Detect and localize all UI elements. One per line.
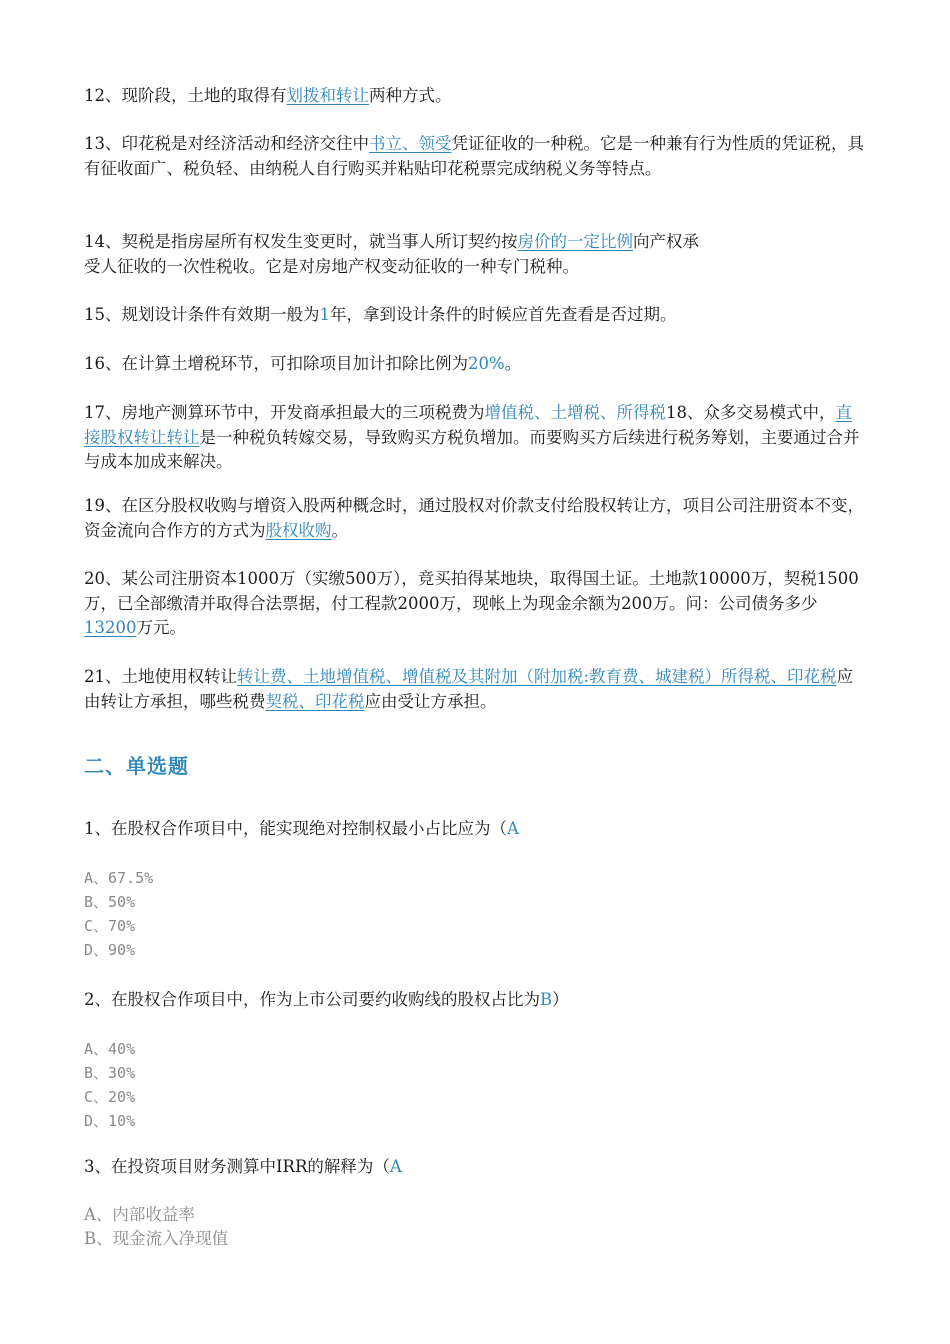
item-text: 15、规划设计条件有效期一般为 bbox=[84, 305, 320, 324]
mc-question-3 bbox=[84, 1155, 866, 1180]
item-text: 应由受让方承担。 bbox=[364, 691, 497, 711]
answer-text: 转让费、土地增值税、增值税及其附加（附加税:教育费、城建税）所得税、印花税 bbox=[237, 667, 837, 686]
answer-text: A bbox=[507, 819, 519, 838]
fill-blank-item-21 bbox=[84, 665, 866, 714]
answer-text: 直接股权转让转让 bbox=[84, 403, 852, 447]
mc-option: B、50% bbox=[84, 893, 136, 911]
question-text: ） bbox=[552, 990, 569, 1009]
mc-question-2 bbox=[84, 988, 866, 1013]
answer-text: 划拨和转让 bbox=[286, 86, 369, 105]
item-text: 14、契税是指房屋所有权发生变更时，就当事人所订契约按 bbox=[84, 232, 518, 251]
mc-option: A、67.5% bbox=[84, 869, 154, 887]
mc-question-1 bbox=[84, 817, 866, 842]
section-heading: 二、单选题 bbox=[84, 754, 189, 778]
mc-option: D、90% bbox=[84, 941, 136, 959]
mc-option: C、20% bbox=[84, 1088, 136, 1106]
answer-text: A bbox=[389, 1157, 402, 1176]
item-text: 13、印花税是对经济活动和经济交往中 bbox=[84, 134, 369, 153]
fill-blank-item-19 bbox=[84, 494, 866, 543]
question-text: 3、在投资项目财务测算中IRR的解释为（ bbox=[84, 1157, 390, 1176]
fill-blank-item-16 bbox=[84, 352, 866, 377]
mc-option: C、70% bbox=[84, 917, 136, 935]
item-text: 万元。 bbox=[136, 618, 186, 637]
answer-text: 增值税、土增税、所得税 bbox=[484, 403, 666, 422]
fill-blank-item-14 bbox=[84, 230, 866, 279]
mc-option: D、10% bbox=[84, 1112, 136, 1130]
item-text: 是一种税负转嫁交易，导致购买方税负增加。而要购买方后续进行税务筹划，主要通过合并与成本加成来解决。 bbox=[84, 427, 860, 471]
fill-blank-item-17 bbox=[84, 401, 866, 475]
item-text: 应由转让方承担，哪些税费 bbox=[84, 667, 854, 711]
fill-blank-item-15 bbox=[84, 303, 866, 328]
mc-option: A、40% bbox=[84, 1040, 136, 1058]
item-text: 19、在区分股权收购与增资入股两种概念时，通过股权对价款支付给股权转让方，项目公司注册资本不变，资金流向合作方的方式为 bbox=[84, 496, 864, 540]
mc-option: B、30% bbox=[84, 1064, 136, 1082]
item-text: 18、众多交易模式中， bbox=[666, 403, 836, 422]
item-text: 。 bbox=[331, 520, 348, 540]
question-text: 2、在股权合作项目中，作为上市公司要约收购线的股权占比为 bbox=[84, 990, 540, 1009]
answer-text: 书立、领受 bbox=[369, 134, 452, 153]
item-text: 年，拿到设计条件的时候应首先查看是否过期。 bbox=[330, 305, 677, 324]
item-text: 16、在计算土增税环节，可扣除项目加计扣除比例为 bbox=[84, 354, 468, 373]
item-text: 21、土地使用权转让 bbox=[84, 667, 237, 686]
item-text: 凭证征收的一种税。它是一种兼有行为性质的凭证税，具有征收面广、税负轻、由纳税人自行购买并粘贴印花税票完成纳税义务等特点。 bbox=[84, 134, 864, 178]
item-text: 向产权承 bbox=[633, 232, 699, 251]
question-text: 1、在股权合作项目中，能实现绝对控制权最小占比应为（ bbox=[84, 819, 507, 838]
answer-text: 13200 bbox=[84, 618, 137, 637]
item-text: 12、现阶段，土地的取得有 bbox=[84, 86, 287, 105]
item-text: 。 bbox=[504, 354, 522, 373]
fill-blank-item-20 bbox=[84, 567, 866, 641]
fill-blank-item-13 bbox=[84, 132, 866, 181]
mc-option: B、现金流入净现值 bbox=[84, 1229, 229, 1248]
fill-blank-item-12 bbox=[84, 84, 866, 109]
answer-text: 契税、印花税 bbox=[265, 691, 365, 711]
item-text: 17、房地产测算环节中，开发商承担最大的三项税费为 bbox=[84, 403, 485, 422]
answer-text: 1 bbox=[319, 305, 330, 324]
item-text: 受人征收的一次性税收。它是对房地产权变动征收的一种专门税种。 bbox=[84, 256, 579, 276]
answer-text: 股权收购 bbox=[265, 520, 332, 540]
answer-text: 房价的一定比例 bbox=[517, 232, 633, 251]
answer-text: B bbox=[540, 990, 553, 1009]
item-text: 两种方式。 bbox=[369, 86, 452, 105]
mc-option: A、内部收益率 bbox=[84, 1205, 195, 1224]
item-text: 20、某公司注册资本1000万（实缴500万），竞买拍得某地块，取得国土证。土地款10000万，契税1500万，已全部缴清并取得合法票据，付工程款2000万，现帐上为现金余额为200万。问：公司债务多少 bbox=[84, 569, 859, 613]
answer-text: 20% bbox=[468, 354, 505, 373]
